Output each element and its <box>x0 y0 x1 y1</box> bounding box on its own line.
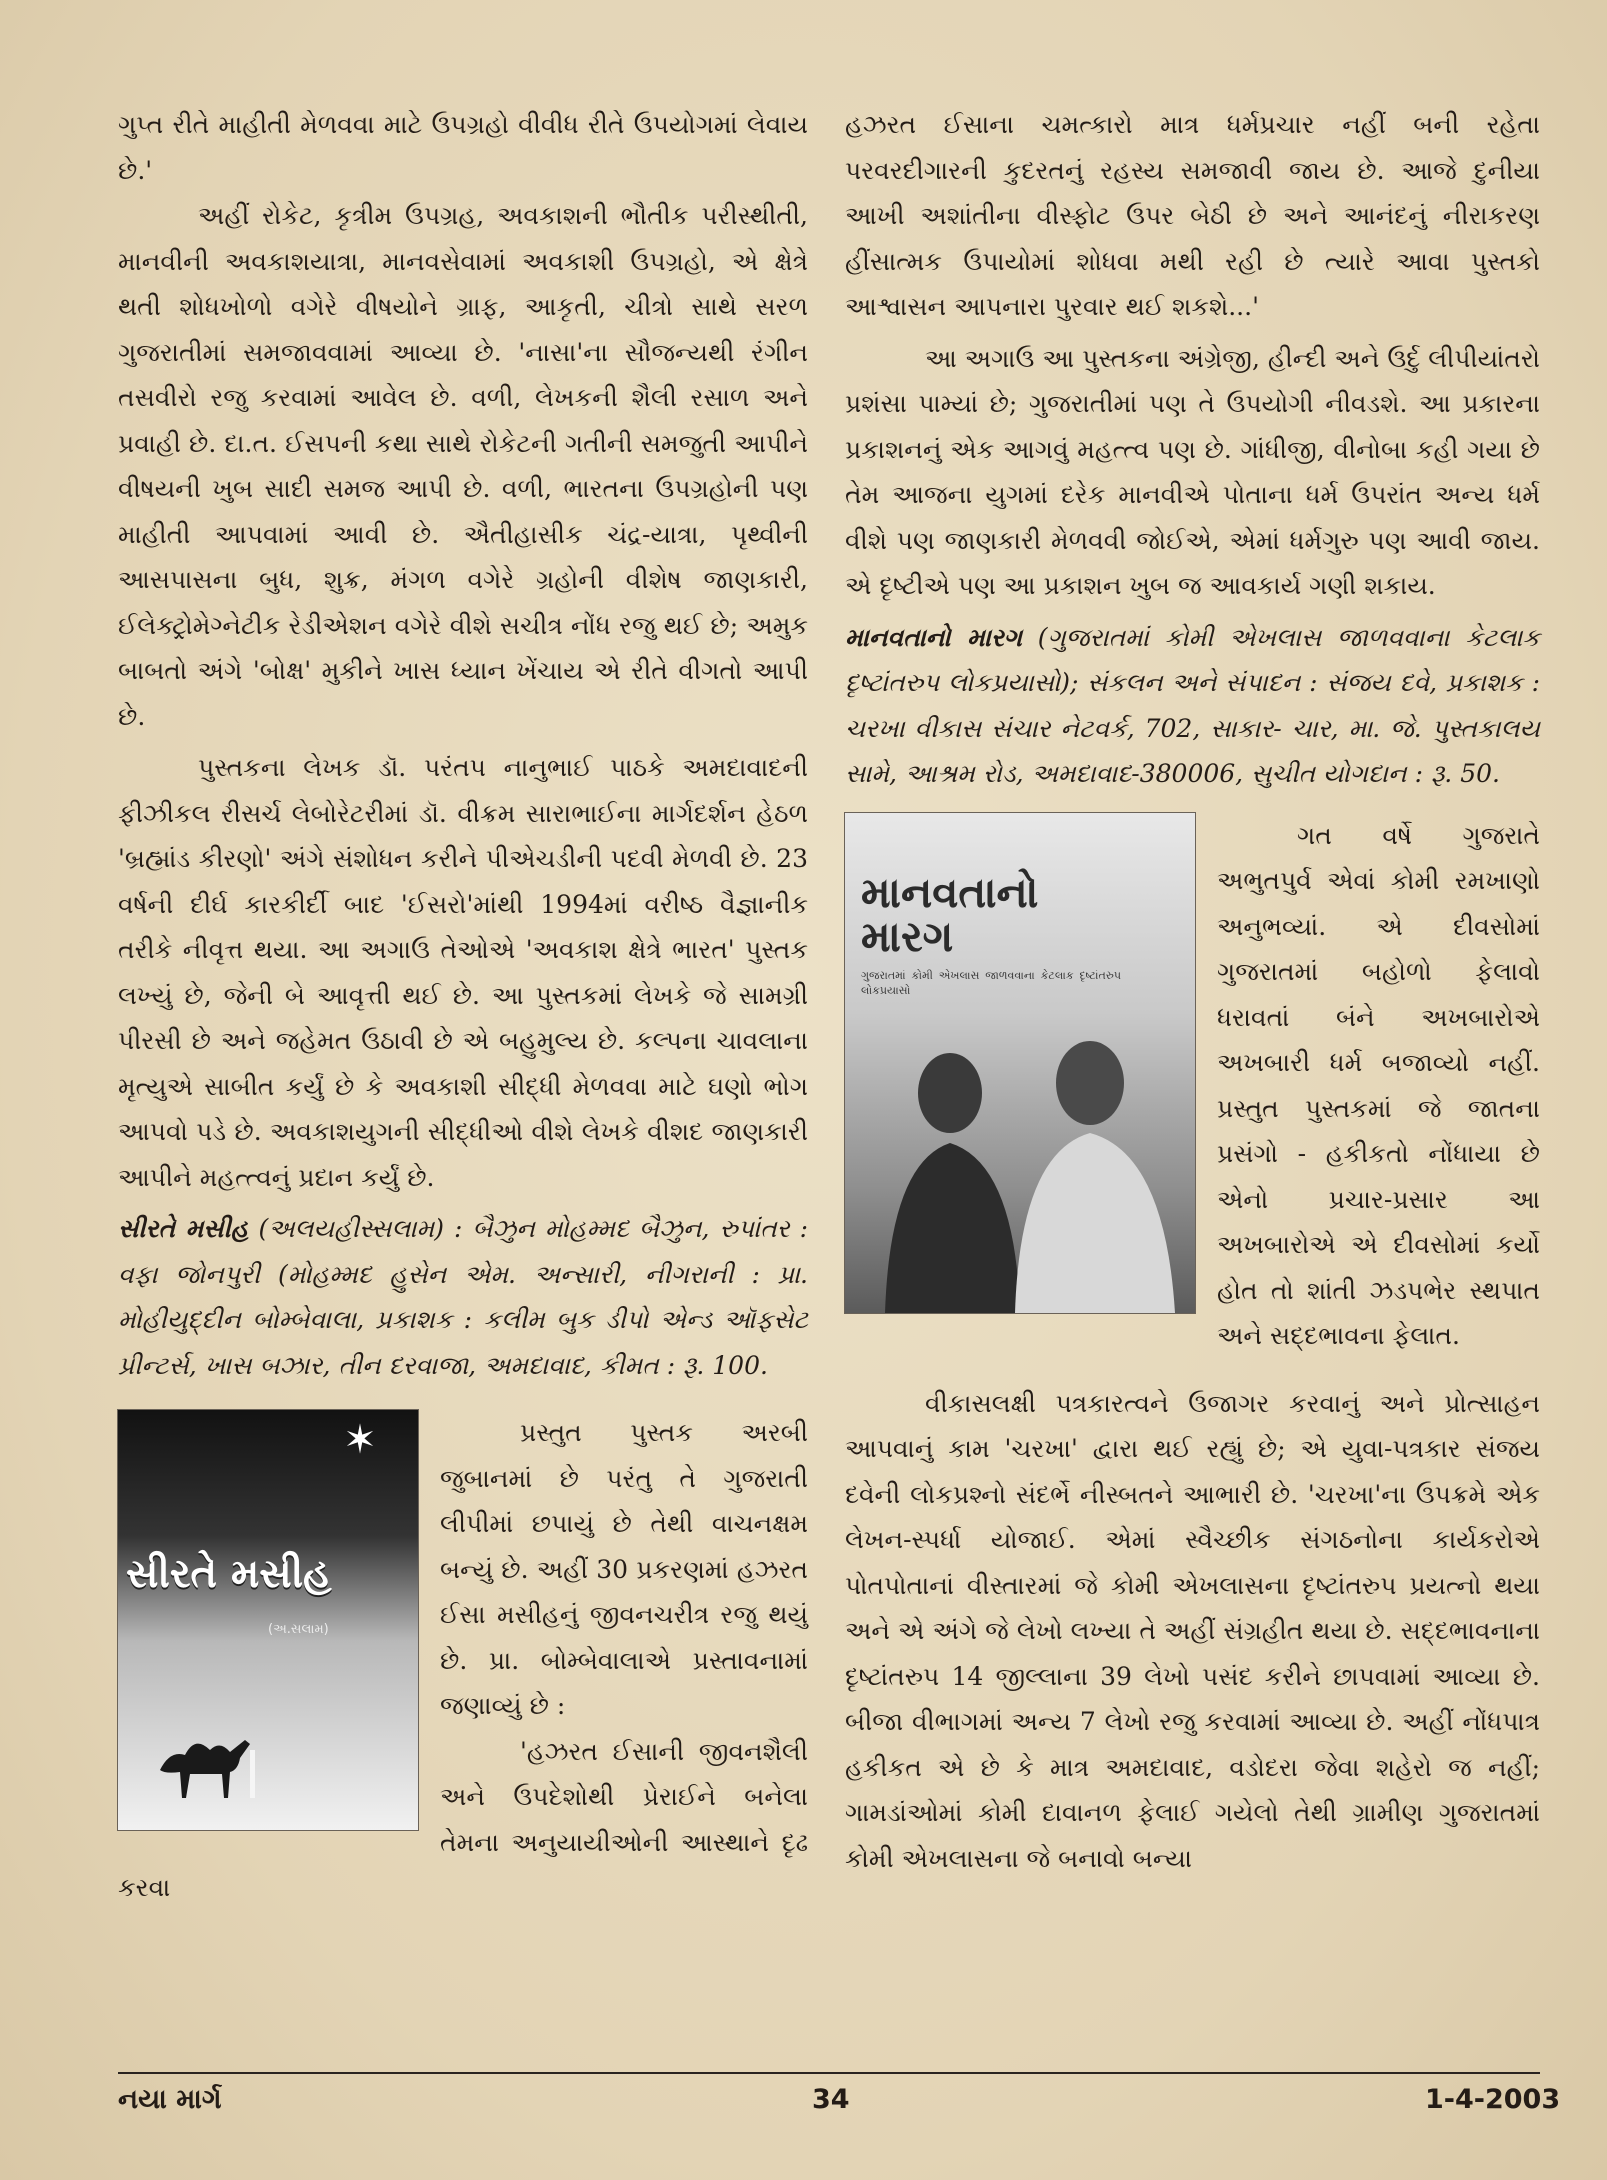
magazine-name: નયા માર્ગ <box>118 2084 222 2115</box>
left-column <box>118 102 808 1911</box>
two-women-photo-icon <box>845 1023 1195 1313</box>
issue-date: 1-4-2003 <box>1425 2084 1561 2115</box>
left-para-2: અહીં રોકેટ, કૃત્રીમ ઉપગ્રહ, અવકાશની ભૌતીક પરીસ્થીતી, માનવીની અવકાશયાત્રા, માનવસેવામાં અવકાશી ઉપગ્રહો, એ ક્ષેત્રે થતી શોધખોળો વગેરે વીષયોને ગ્રાફ, આકૃતી, ચીત્રો સાથે સરળ ગુજરાતીમાં સમજાવવામાં આવ્યા છે. 'નાસા'ના સૌજન્યથી રંગીન તસવીરો રજુ કરવામાં આવેલ છે. વળી, લેખકની શૈલી રસાળ અને પ્રવાહી છે. દા.ત. ઈસપની કથા સાથે રોકેટની ગતીની સમજુતી આપીને વીષયની ખુબ સાદી સમજ આપી છે. વળી, ભારતના ઉપગ્રહોની પણ માહીતી આપવામાં આવી છે. ઐતીહાસીક ચંદ્ર-યાત્રા, પૃથ્વીની આસપાસના બુધ, શુક્ર, મંગળ વગેરે ગ્રહોની વીશેષ જાણકારી, ઈલેક્ટ્રોમેગ્નેટીક રેડીએશન વગેરે વીશે સચીત્ર નોંધ રજુ થઈ છે; અમુક બાબતો અંગે 'બોક્ષ' મુકીને ખાસ ધ્યાન ખેંચાય એ રીતે વીગતો આપી છે. <box>118 201 808 731</box>
right-para-4: વીકાસલક્ષી પત્રકારત્વને ઉજાગર કરવાનું અને પ્રોત્સાહન આપવાનું કામ 'ચરખા' દ્વારા થઈ રહ્યું છે; એ યુવા-પત્રકાર સંજય દવેની લોકપ્રશ્નો સંદર્ભે નીસ્બતને આભારી છે. 'ચરખા'ના ઉપક્રમે એક લેખન-સ્પર્ધા યોજાઈ. એમાં સ્વૈચ્છીક સંગઠનોના કાર્યકરોએ પોતપોતાનાં વીસ્તારમાં જે કોમી એખલાસના દૃષ્ટાંતરુપ પ્રયત્નો થયા અને એ અંગે જે લેખો લખ્યા તે અહીં સંગ્રહીત થયા છે. સદ્દભાવનાના દૃષ્ટાંતરુપ 14 જીલ્લાના 39 લેખો પસંદ કરીને છાપવામાં આવ્યા છે. બીજા વીભાગમાં અન્ય 7 લેખો રજુ કરવામાં આવ્યા છે. અહીં નોંધપાત્ર હકીકત એ છે કે માત્ર અમદાવાદ, વડોદરા જેવા શહેરો જ નહીં; ગામડાંઓમાં કોમી દાવાનળ ફેલાઈ ગયેલો તેથી ગ્રામીણ ગુજરાતમાં કોમી એખલાસના જે બનાવો બન્યા <box>845 1388 1540 1873</box>
cover-title: સીરતે મસીહ <box>126 1551 332 1597</box>
book-cover-image <box>845 813 1195 1313</box>
book-details: (ગુજરાતમાં કોમી એખલાસ જાળવવાના કેટલાક દૃષ્ટાંતરુપ લોકપ્રયાસો); સંકલન અને સંપાદન : સંજય દવે, પ્રકાશક : ચરખા વીકાસ સંચાર નેટવર્ક, 702, સાકાર- ચાર, મા. જે. પુસ્તકાલય સામે, આશ્રમ રોડ, અમદાવાદ-380006, સુચીત યોગદાન : રૂ. 50. <box>845 622 1540 788</box>
book-details: (અલયહીસ્સલામ) : બૈઝુન મોહમ્મદ બૈઝુન, રુપાંતર : વફા જોનપુરી (મોહમ્મદ હુસેન એમ. અન્સારી, નીગરાની : પ્રા. મોહીયુદ્દીન બોમ્બેવાલા, પ્રકાશક : કલીમ બુક ડીપો એન્ડ ઑફસેટ પ્રીન્ટર્સ, ખાસ બઝાર, તીન દરવાજા, અમદાવાદ, કીમત : રૂ. 100. <box>118 1214 808 1380</box>
footer-divider <box>118 2072 1540 2074</box>
page-number: 34 <box>812 2084 850 2115</box>
camel-icon <box>150 1710 270 1800</box>
right-para-1: હઝરત ઈસાના ચમત્કારો માત્ર ધર્મપ્રચાર નહીં બની રહેતા પરવરદીગારની કુદરતનું રહસ્ય સમજાવી જાય છે. આજે દુનીયા આખી અશાંતીના વીસ્ફોટ ઉપર બેઠી છે અને આનંદનું નીરાકરણ હીંસાત્મક ઉપાયોમાં શોધવા મથી રહી છે ત્યારે આવા પુસ્તકો આશ્વાસન આપનારા પુરવાર થઈ શકશે...' <box>845 110 1540 321</box>
book-reference-seerate-masih <box>118 1206 808 1388</box>
book-title: સીરતે મસીહ <box>118 1214 249 1243</box>
right-para-2: આ અગાઉ આ પુસ્તકના અંગ્રેજી, હીન્દી અને ઉર્દુ લીપીયાંતરો પ્રશંસા પામ્યાં છે; ગુજરાતીમાં પણ તે ઉપયોગી નીવડશે. આ પ્રકારના પ્રકાશનનું એક આગવું મહત્ત્વ પણ છે. ગાંધીજી, વીનોબા કહી ગયા છે તેમ આજના યુગમાં દરેક માનવીએ પોતાના ધર્મ ઉપરાંત અન્ય ધર્મ વીશે પણ જાણકારી મેળવવી જોઈએ, એમાં ધર્મગુરુ પણ આવી જાય. એ દૃષ્ટીએ પણ આ પ્રકાશન ખુબ જ આવકાર્ય ગણી શકાય. <box>845 343 1540 600</box>
left-para-1: ગુપ્ત રીતે માહીતી મેળવવા માટે ઉપગ્રહો વીવીધ રીતે ઉપયોગમાં લેવાય છે.' <box>118 110 808 185</box>
book-cover-image <box>118 1410 418 1830</box>
book-reference-manavatano-marag <box>845 615 1540 797</box>
right-column <box>845 102 1540 1881</box>
left-para-5: 'હઝરત ઈસાની જીવનશૈલી અને ઉપદેશોથી પ્રેરાઈને બનેલા તેમના અનુયાયીઓની આસ્થાને દૃઢ કરવા <box>118 1736 808 1902</box>
left-para-3: પુસ્તકના લેખક ડૉ. પરંતપ નાનુભાઈ પાઠકે અમદાવાદની ફીઝીકલ રીસર્ચ લેબોરેટરીમાં ડૉ. વીક્રમ સારાભાઈના માર્ગદર્શન હેઠળ 'બ્રહ્માંડ કીરણો' અંગે સંશોધન કરીને પીએચડીની પદવી મેળવી છે. 23 વર્ષની દીર્ઘ કારકીર્દી બાદ 'ઈસરો'માંથી 1994માં વરીષ્ઠ વૈજ્ઞાનીક તરીકે નીવૃત્ત થયા. આ અગાઉ તેઓએ 'અવકાશ ક્ષેત્રે ભારત' પુસ્તક લખ્યું છે, જેની બે આવૃત્તી થઈ છે. આ પુસ્તકમાં લેખકે જે સામગ્રી પીરસી છે અને જહેમત ઉઠાવી છે એ બહુમુલ્ય છે. કલ્પના ચાવલાના મૃત્યુએ સાબીત કર્યું છે કે અવકાશી સીદ્ધી મેળવવા માટે ઘણો ભોગ આપવો પડે છે. અવકાશયુગની સીદ્ધીઓ વીશે લેખકે વીશદ જાણકારી આપીને મહત્ત્વનું પ્રદાન કર્યું છે. <box>118 753 808 1192</box>
star-icon: ✶ <box>343 1417 377 1463</box>
book-title: માનવતાનો મારગ <box>845 622 1023 652</box>
cover-subtitle: (અ.સલામ) <box>268 1622 329 1637</box>
left-para-4: પ્રસ્તુત પુસ્તક અરબી જુબાનમાં છે પરંતુ તે ગુજરાતી લીપીમાં છપાયું છે તેથી વાચનક્ષમ બન્યું છે. અહીં 30 પ્રકરણમાં હઝરત ઈસા મસીહનું જીવનચરીત્ર રજુ થયું છે. પ્રા. બોમ્બેવાલાએ પ્રસ્તાવનામાં જણાવ્યું છે : <box>440 1418 808 1720</box>
right-para-3: ગત વર્ષે ગુજરાતે અભુતપુર્વ એવાં કોમી રમખાણો અનુભવ્યાં. એ દીવસોમાં ગુજરાતમાં બહોળો ફેલાવો ધરાવતાં બંને અખબારોએ અખબારી ધર્મ બજાવ્યો નહીં. પ્રસ્તુત પુસ્તકમાં જે જાતના પ્રસંગો - હકીકતો નોંધાયા છે એનો પ્રચાર-પ્રસાર આ અખબારોએ એ દીવસોમાં કર્યો હોત તો શાંતી ઝડપભેર સ્થપાત અને સદ્દભાવના ફેલાત. <box>1217 820 1540 1350</box>
cover-subtitle: ગુજરાતમાં કોમી એખલાસ જાળવવાના કેટલાક દૃષ્ટાંતરુપ લોકપ્રયાસો <box>861 968 1121 997</box>
cover-title: માનવતાનો મારગ <box>861 867 1039 961</box>
